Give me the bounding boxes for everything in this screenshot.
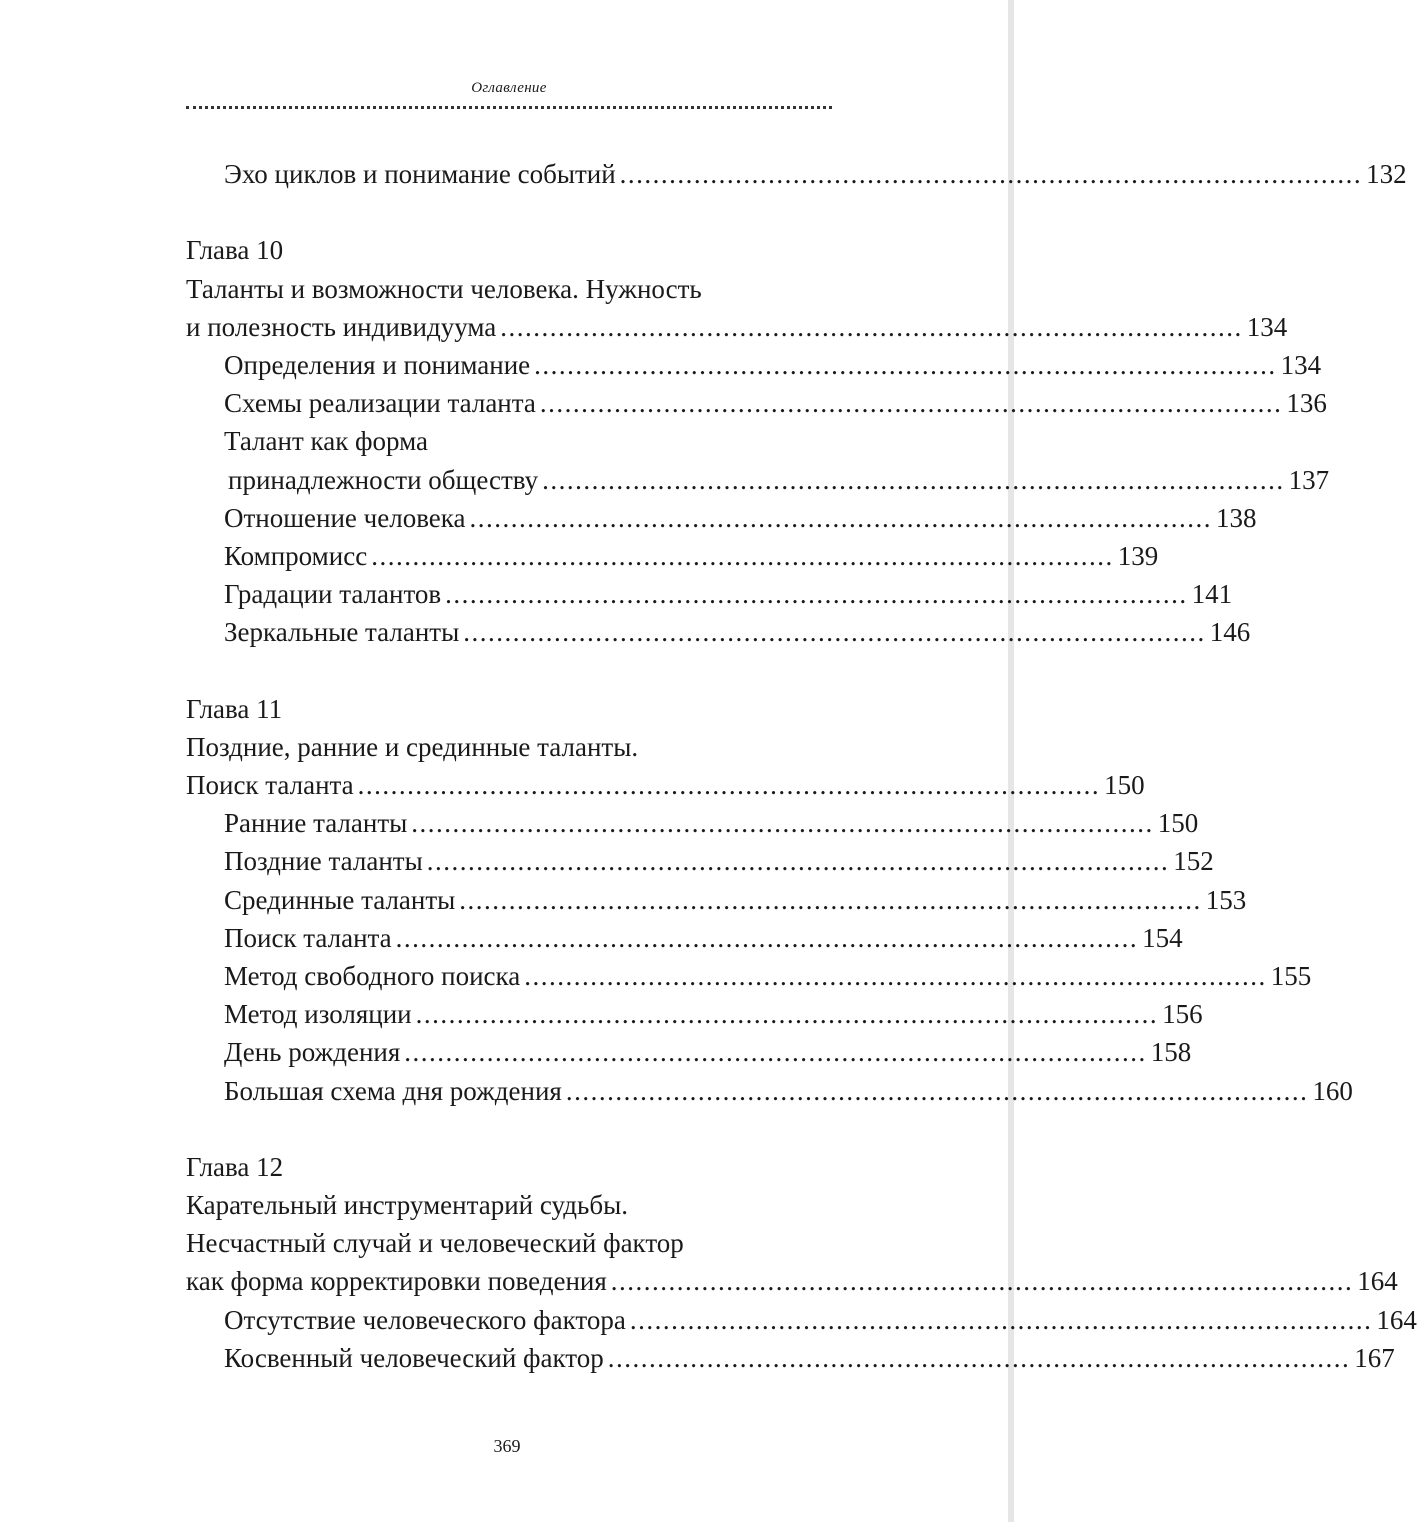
toc-leader-dots: .......................................................................................... xyxy=(426,846,1170,877)
toc-entry[interactable] xyxy=(224,804,1199,842)
toc-entry-page: 137 xyxy=(1288,464,1330,495)
toc-leader-dots: .......................................................................................... xyxy=(445,579,1188,610)
chapter-title-last-line: Поиск таланта xyxy=(186,770,354,800)
toc-entry[interactable] xyxy=(224,881,1247,919)
toc-leader-dots: .......................................................................................... xyxy=(565,1075,1309,1106)
toc-entry[interactable] xyxy=(224,613,1251,651)
toc-entry[interactable] xyxy=(224,537,1159,575)
chapter-heading: Глава 12 xyxy=(186,1151,284,1182)
toc-leader-dots: .......................................................................................... xyxy=(415,999,1159,1030)
toc-leader-dots: .......................................................................................... xyxy=(371,540,1114,571)
toc-entry[interactable] xyxy=(224,1339,1395,1377)
toc-entry-title: Поиск таланта xyxy=(224,922,392,953)
header-dotted-rule xyxy=(186,106,832,109)
toc-entry-page: 155 xyxy=(1270,960,1312,991)
toc-leader-dots: .......................................................................................... xyxy=(357,770,1101,800)
toc-entry[interactable] xyxy=(224,995,1203,1033)
toc-leader-dots: .......................................................................................... xyxy=(534,349,1277,380)
toc-entry-page: 160 xyxy=(1312,1075,1353,1106)
page-number: 369 xyxy=(493,1436,521,1456)
chapter-title-line: Поздние, ранние и срединные таланты. xyxy=(186,731,639,762)
toc-entry-title: День рождения xyxy=(224,1037,401,1068)
chapter-title-last-line: как форма корректировки поведения xyxy=(186,1266,607,1297)
toc-entry[interactable] xyxy=(224,919,1183,957)
toc-leader-dots: .......................................................................................... xyxy=(619,159,1363,189)
toc-leader-dots: .......................................................................................... xyxy=(404,1037,1147,1068)
toc-entry[interactable] xyxy=(224,155,1407,193)
chapter-page: 134 xyxy=(1246,311,1288,342)
toc-entry[interactable] xyxy=(224,346,1322,384)
toc-entry-title: Зеркальные таланты xyxy=(224,617,460,648)
toc-entry[interactable] xyxy=(224,575,1233,613)
toc-entry-page: 167 xyxy=(1354,1342,1395,1373)
toc-entry-page: 152 xyxy=(1173,846,1214,877)
toc-entry-title: Срединные таланты xyxy=(224,884,456,915)
table-of-contents xyxy=(0,155,1417,1377)
toc-entry[interactable] xyxy=(224,1033,1192,1071)
toc-entry-page: 154 xyxy=(1142,922,1183,953)
toc-entry-title: Определения и понимание xyxy=(224,349,531,380)
toc-entry-title: Метод свободного поиска xyxy=(224,960,521,991)
toc-leader-dots: .......................................................................................... xyxy=(539,388,1283,419)
toc-leader-dots: .......................................................................................... xyxy=(524,960,1267,991)
toc-entry-title: Большая схема дня рождения xyxy=(224,1075,562,1106)
toc-entry-title: Поздние таланты xyxy=(224,846,423,877)
toc-entry-page: 134 xyxy=(1280,349,1322,380)
toc-leader-dots: .......................................................................................... xyxy=(463,617,1206,648)
chapter-heading: Глава 11 xyxy=(186,693,283,724)
toc-entry[interactable] xyxy=(224,1301,1417,1339)
toc-entry-title: Метод изоляции xyxy=(224,999,412,1030)
toc-entry[interactable] xyxy=(224,957,1312,995)
chapter-title-line: Несчастный случай и человеческий фактор xyxy=(186,1228,684,1259)
toc-entry[interactable] xyxy=(224,842,1214,880)
toc-leader-dots: .......................................................................................... xyxy=(500,311,1243,342)
toc-entry-page: 164 xyxy=(1376,1304,1417,1335)
toc-leader-dots: .......................................................................................... xyxy=(629,1304,1373,1335)
toc-leader-dots: .......................................................................................... xyxy=(610,1266,1354,1297)
toc-entry-page: 132 xyxy=(1366,159,1407,189)
toc-entry-page: 146 xyxy=(1209,617,1251,648)
chapter-title-line: Таланты и возможности человека. Нужность xyxy=(186,273,702,304)
chapter-title-line: Карательный инструментарий судьбы. xyxy=(186,1190,628,1221)
toc-leader-dots: .......................................................................................... xyxy=(459,884,1202,915)
toc-leader-dots: .......................................................................................... xyxy=(411,808,1154,839)
running-head: Оглавление xyxy=(471,80,547,96)
toc-entry-title: Эхо циклов и понимание событий xyxy=(224,159,616,189)
chapter-page: 150 xyxy=(1104,770,1145,800)
toc-entry[interactable] xyxy=(224,499,1257,537)
toc-entry-page: 141 xyxy=(1191,579,1233,610)
toc-entry[interactable] xyxy=(224,1072,1353,1110)
chapter-title-entry[interactable] xyxy=(186,1262,1398,1300)
chapter-title-entry[interactable] xyxy=(186,308,1288,346)
toc-entry-title: Компромисс xyxy=(224,540,368,571)
toc-entry-page: 139 xyxy=(1117,540,1159,571)
toc-leader-dots: .......................................................................................... xyxy=(607,1342,1351,1373)
toc-leader-dots: .......................................................................................... xyxy=(469,502,1212,533)
chapter-heading: Глава 10 xyxy=(186,235,284,266)
toc-entry-title: Косвенный человеческий фактор xyxy=(224,1342,604,1373)
toc-entry[interactable] xyxy=(224,384,1327,422)
toc-entry-title: Отношение человека xyxy=(224,502,466,533)
toc-entry-title: Ранние таланты xyxy=(224,808,408,839)
toc-entry-title: принадлежности обществу xyxy=(228,464,539,495)
chapter-title-last-line: и полезность индивидуума xyxy=(186,311,497,342)
toc-entry-page: 158 xyxy=(1150,1037,1192,1068)
chapter-title-entry[interactable] xyxy=(186,766,1145,804)
toc-leader-dots: .......................................................................................... xyxy=(395,922,1139,953)
toc-entry-title: Схемы реализации таланта xyxy=(224,388,536,419)
toc-entry-page: 138 xyxy=(1215,502,1257,533)
toc-entry[interactable] xyxy=(228,461,1330,499)
toc-entry-title: Градации талантов xyxy=(224,579,442,610)
toc-entry-title: Отсутствие человеческого фактора xyxy=(224,1304,626,1335)
toc-entry-page: 136 xyxy=(1286,388,1327,419)
toc-entry-page: 156 xyxy=(1162,999,1203,1030)
toc-leader-dots: .......................................................................................... xyxy=(542,464,1285,495)
chapter-page: 164 xyxy=(1357,1266,1398,1297)
toc-entry-page: 153 xyxy=(1205,884,1247,915)
toc-entry-page: 150 xyxy=(1157,808,1199,839)
toc-entry-title-line[interactable]: Талант как форма xyxy=(224,426,429,457)
